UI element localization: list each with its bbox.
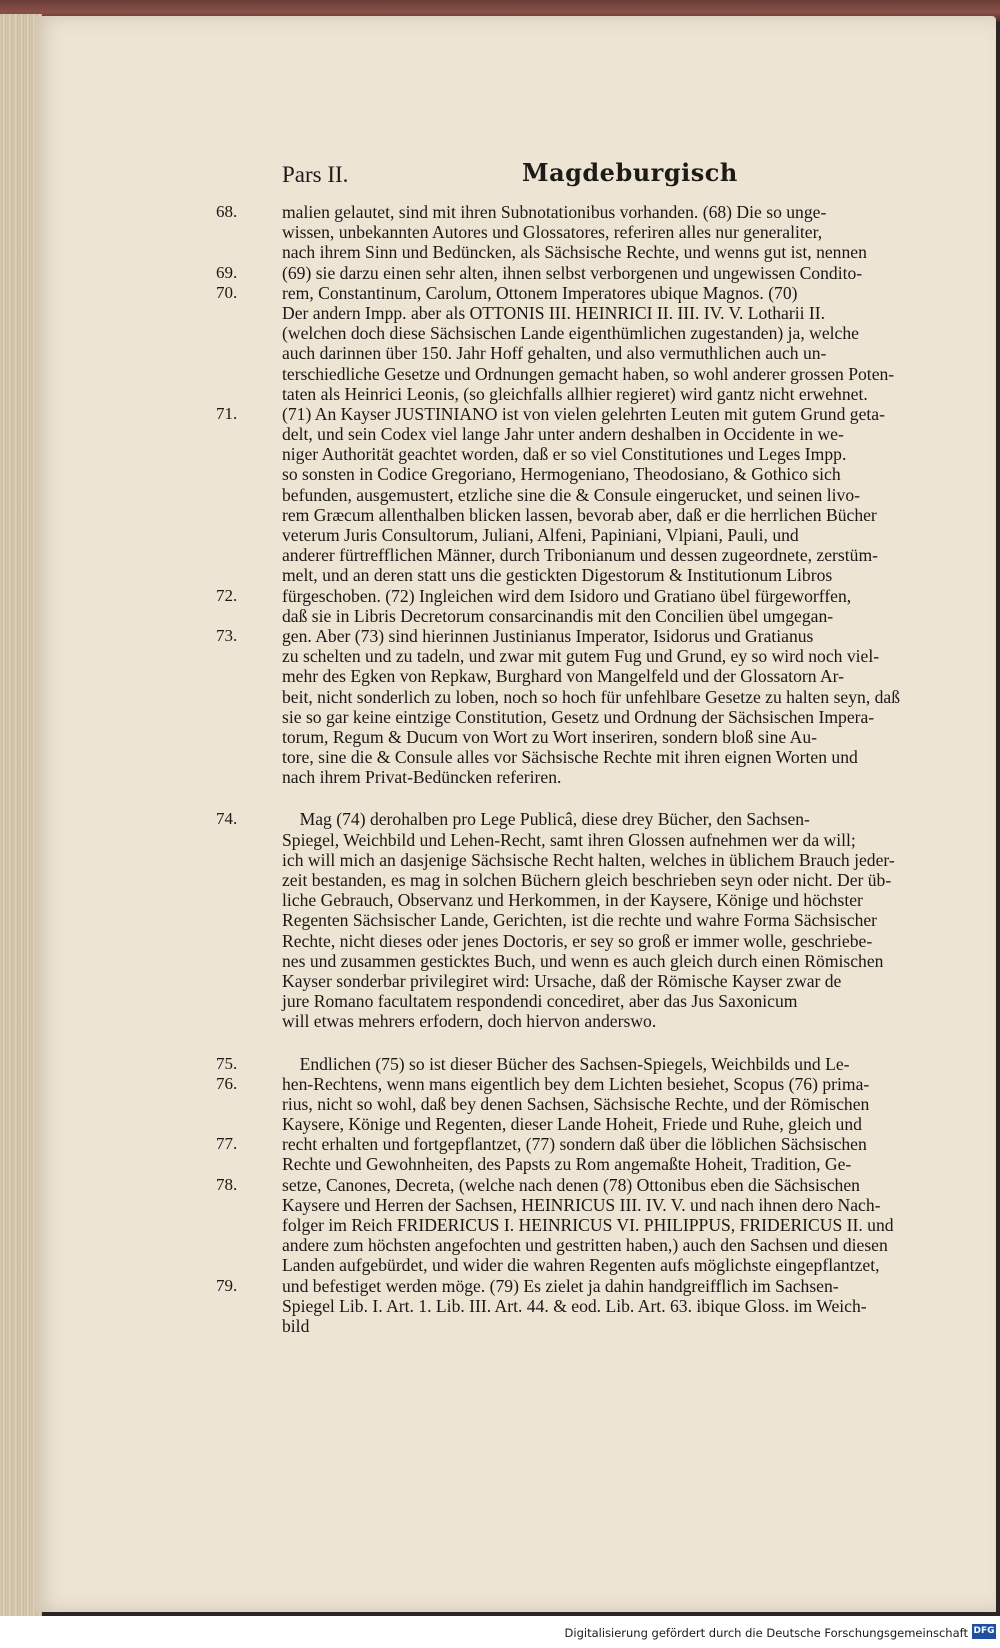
- margin-note-number: 69.: [216, 262, 238, 282]
- line-text: taten als Heinrici Leonis, (so gleichfalls allhier regieret) wird gantz nicht erwehnet.: [282, 383, 868, 404]
- text-line: [234, 1235, 950, 1255]
- margin-note-number: 79.: [216, 1275, 238, 1295]
- line-text: delt, und sein Codex viel lange Jahr unter andern deshalben in Occidente in we-: [282, 424, 844, 445]
- book-page: [34, 16, 996, 1612]
- margin-note-number: 72.: [216, 585, 238, 605]
- text-line: [234, 727, 950, 747]
- text-line: [234, 707, 950, 727]
- line-text: tore, sine die & Consule alles vor Sächsische Rechte mit ihren eignen Worten und: [282, 747, 858, 768]
- line-text: folger im Reich FRIDERICUS I. HEINRICUS VI. PHILIPPUS, FRIDERICUS II. und: [282, 1215, 894, 1235]
- text-line: [234, 485, 950, 505]
- text-line: [234, 525, 950, 545]
- text-line: [234, 971, 950, 991]
- text-line: [234, 565, 950, 585]
- line-text: beit, nicht sonderlich zu loben, noch so hoch für unfehlbare Gesetze zu halten seyn, daß: [282, 686, 901, 707]
- line-text: und befestiget werden möge. (79) Es zielet ja dahin handgreifflich im Sachsen-: [282, 1275, 839, 1296]
- text-line: [234, 606, 950, 626]
- text-line: [216, 1134, 950, 1155]
- line-text: rius, nicht so wohl, daß bey denen Sachsen, Sächsische Rechte, und der Römischen: [282, 1093, 870, 1114]
- text-line: [216, 809, 950, 830]
- line-text: wissen, unbekannten Autores und Glossatores, referiren alles nur generaliter,: [282, 222, 823, 243]
- margin-note-number: 75.: [216, 1053, 238, 1073]
- line-text: torum, Regum & Ducum von Wort zu Wort inseriren, sondern bloß sine Au-: [282, 726, 818, 747]
- line-text: bild: [282, 1315, 310, 1336]
- text-line: [216, 1073, 950, 1094]
- text-line: [234, 747, 950, 767]
- line-text: malien gelautet, sind mit ihren Subnotationibus vorhanden. (68) Die so unge-: [282, 202, 827, 222]
- text-line: [234, 646, 950, 666]
- line-text: andere zum höchsten angefochten und gestritten haben,) auch den Sachsen und diesen: [282, 1235, 888, 1256]
- line-text: Rechte und Gewohnheiten, des Papsts zu Rom angemaßte Hoheit, Tradition, Ge-: [282, 1154, 852, 1175]
- margin-note-number: 71.: [216, 403, 238, 423]
- line-text: Rechte, nicht dieses oder jenes Doctoris, er sey so groß er immer wolle, geschriebe-: [282, 930, 873, 951]
- line-text: melt, und an deren statt uns die gestickten Digestorum & Institutionum Libros: [282, 565, 833, 586]
- line-text: Kayser sonderbar privilegiret wird: Ursache, daß der Römische Kayser zwar de: [282, 970, 842, 991]
- part-label: Pars II.: [282, 162, 349, 187]
- text-line: [234, 991, 950, 1011]
- margin-note-number: 70.: [216, 282, 238, 302]
- line-text: Der andern Impp. aber als OTTONIS III. HEINRICI II. III. IV. V. Lotharii II.: [282, 302, 825, 323]
- text-line: [234, 1114, 950, 1134]
- line-text: Kaysere, Könige und Regenten, dieser Lande Hoheit, Friede und Ruhe, gleich und: [282, 1114, 862, 1135]
- text-line: [234, 951, 950, 971]
- line-text: Kaysere und Herren der Sachsen, HEINRICUS III. IV. V. und nach ihnen dero Nach-: [282, 1194, 881, 1215]
- line-text: zu schelten und zu tadeln, und zwar mit gutem Fug und Grund, ey so wird noch viel-: [282, 646, 880, 667]
- text-line: [234, 1154, 950, 1174]
- line-text: so sonsten in Codice Gregoriano, Hermogeniano, Theodosiano, & Gothico sich: [282, 464, 841, 485]
- line-text: nach ihrem Sinn und Bedüncken, als Sächsische Rechte, und wenns gut ist, nennen: [282, 242, 867, 263]
- digitization-credit: Digitalisierung gefördert durch die Deutsche Forschungsgemeinschaft: [564, 1626, 968, 1640]
- line-text: fürgeschoben. (72) Ingleichen wird dem Isidoro und Gratiano übel fürgeworffen,: [282, 585, 852, 606]
- text-line: [216, 262, 950, 283]
- text-line: [216, 1174, 950, 1195]
- line-text: liche Gebrauch, Observanz und Herkommen, in der Kaysere, Könige und höchster: [282, 890, 863, 911]
- text-line: [234, 505, 950, 525]
- line-text: ich will mich an dasjenige Sächsische Recht halten, welches in üblichem Brauch jeder-: [282, 849, 895, 870]
- line-text: (71) An Kayser JUSTINIANO ist von vielen gelehrten Leuten mit gutem Grund geta-: [282, 403, 885, 424]
- page-header: [34, 156, 996, 200]
- line-text: nach ihrem Privat-Bedüncken referiren.: [282, 767, 562, 788]
- line-text: will etwas mehrers erfodern, doch hiervon anderswo.: [282, 1011, 657, 1032]
- line-text: mehr des Egken von Repkaw, Burghard von Mangelfeld und der Glossatorn Ar-: [282, 666, 845, 687]
- line-text: terschiedliche Gesetze und Ordnungen gemacht haben, so wohl anderer grossen Poten-: [282, 363, 895, 384]
- line-text: Landen aufgebürdet, und wider die wahren Regenten aufs möglichste eingepflantzet,: [282, 1255, 880, 1276]
- text-line: [234, 222, 950, 242]
- line-text: niger Authorität geachtet worden, daß er so viel Constitutiones und Leges Impp.: [282, 444, 847, 465]
- line-text: Spiegel, Weichbild und Lehen-Recht, samt ihren Glossen aufnehmen wer da will;: [282, 829, 856, 850]
- text-line: [234, 830, 950, 850]
- text-line: [216, 282, 950, 303]
- line-text: Mag (74) derohalben pro Lege Publicâ, diese drey Bücher, den Sachsen-: [282, 809, 810, 830]
- text-line: [216, 202, 950, 222]
- text-line: [234, 1215, 950, 1235]
- line-text: zeit bestanden, es mag in solchen Büchern gleich beschrieben seyn oder nicht. Der üb-: [282, 870, 892, 890]
- line-text: daß sie in Libris Decretorum consarcinandis mit den Concilien übel umgegan-: [282, 605, 834, 626]
- line-text: Endlichen (75) so ist dieser Bücher des Sachsen-Spiegels, Weichbilds und Le-: [282, 1053, 850, 1074]
- line-text: gen. Aber (73) sind hierinnen Justinianus Imperator, Isidorus und Gratianus: [282, 625, 814, 646]
- dfg-logo: DFG: [972, 1624, 996, 1639]
- text-line: [234, 767, 950, 787]
- margin-note-number: 77.: [216, 1134, 238, 1154]
- text-line: [234, 1195, 950, 1215]
- text-line: [234, 545, 950, 565]
- line-text: sie so gar keine eintzige Constitution, Gesetz und Ordnung der Sächsischen Impera-: [282, 706, 875, 727]
- line-text: befunden, ausgemustert, etzliche sine die & Consule eingerucket, und seinen livo-: [282, 484, 860, 505]
- text-line: [216, 403, 950, 424]
- line-text: jure Romano facultatem respondendi concediret, aber das Jus Saxonicum: [282, 991, 798, 1012]
- text-line: [234, 1011, 950, 1031]
- line-text: veterum Juris Consultorum, Juliani, Alfeni, Papiniani, Vlpiani, Pauli, und: [282, 525, 799, 545]
- text-line: [234, 384, 950, 404]
- text-line: [216, 1053, 950, 1074]
- text-line: [234, 687, 950, 707]
- line-text: (welchen doch diese Sächsischen Lande eigenthümlichen zugestanden) ja, welche: [282, 323, 859, 344]
- text-line: [234, 323, 950, 343]
- text-line: [234, 931, 950, 951]
- text-line: [234, 303, 950, 323]
- text-line: [234, 343, 950, 363]
- line-text: rem, Constantinum, Carolum, Ottonem Imperatores ubique Magnos. (70): [282, 282, 798, 303]
- line-text: Regenten Sächsischer Lande, Gerichten, ist die rechte und wahre Forma Sächsischer: [282, 910, 878, 931]
- line-text: anderer fürtrefflichen Männer, durch Tribonianum und dessen zugeordnete, zerstüm-: [282, 545, 878, 566]
- text-line: [234, 364, 950, 384]
- line-text: nes und zusammen gesticktes Buch, und wenn es auch gleich durch einen Römischen: [282, 950, 884, 971]
- margin-note-number: 73.: [216, 625, 238, 645]
- line-text: rem Græcum allenthalben blicken lassen, bevorab aber, daß er die herrlichen Bücher: [282, 504, 877, 525]
- text-line: [234, 870, 950, 890]
- paragraph-gap: [234, 1032, 950, 1054]
- text-line: [216, 625, 950, 646]
- text-line: [234, 850, 950, 870]
- text-line: [234, 424, 950, 444]
- text-line: [216, 1275, 950, 1296]
- text-line: [234, 444, 950, 464]
- text-line: [234, 890, 950, 910]
- text-line: [216, 585, 950, 606]
- margin-note-number: 74.: [216, 809, 238, 829]
- paragraph-gap: [234, 787, 950, 809]
- text-line: [234, 1255, 950, 1275]
- line-text: Spiegel Lib. I. Art. 1. Lib. III. Art. 44. & eod. Lib. Art. 63. ibique Gloss. im Weich-: [282, 1295, 867, 1316]
- body-text: [216, 202, 950, 1336]
- text-line: [234, 242, 950, 262]
- text-line: [234, 1296, 950, 1316]
- text-line: [234, 910, 950, 930]
- footer-bar: [0, 1616, 1000, 1648]
- line-text: setze, Canones, Decreta, (welche nach denen (78) Ottonibus eben die Sächsischen: [282, 1174, 860, 1195]
- line-text: recht erhalten und fortgepflantzet, (77) sondern daß über die löblichen Sächsischen: [282, 1134, 867, 1155]
- text-line: [234, 1316, 950, 1336]
- line-text: (69) sie darzu einen sehr alten, ihnen selbst verborgenen und ungewissen Condito-: [282, 262, 863, 283]
- running-title: Magdeburgisch: [522, 158, 738, 187]
- margin-note-number: 68.: [216, 202, 238, 221]
- margin-note-number: 76.: [216, 1073, 238, 1093]
- text-line: [234, 1094, 950, 1114]
- line-text: hen-Rechtens, wenn mans eigentlich bey dem Lichten besiehet, Scopus (76) prima-: [282, 1073, 870, 1094]
- text-line: [234, 464, 950, 484]
- margin-note-number: 78.: [216, 1174, 238, 1194]
- line-text: auch darinnen über 150. Jahr Hoff gehalten, und also vermuthlichen auch un-: [282, 343, 827, 364]
- text-line: [234, 666, 950, 686]
